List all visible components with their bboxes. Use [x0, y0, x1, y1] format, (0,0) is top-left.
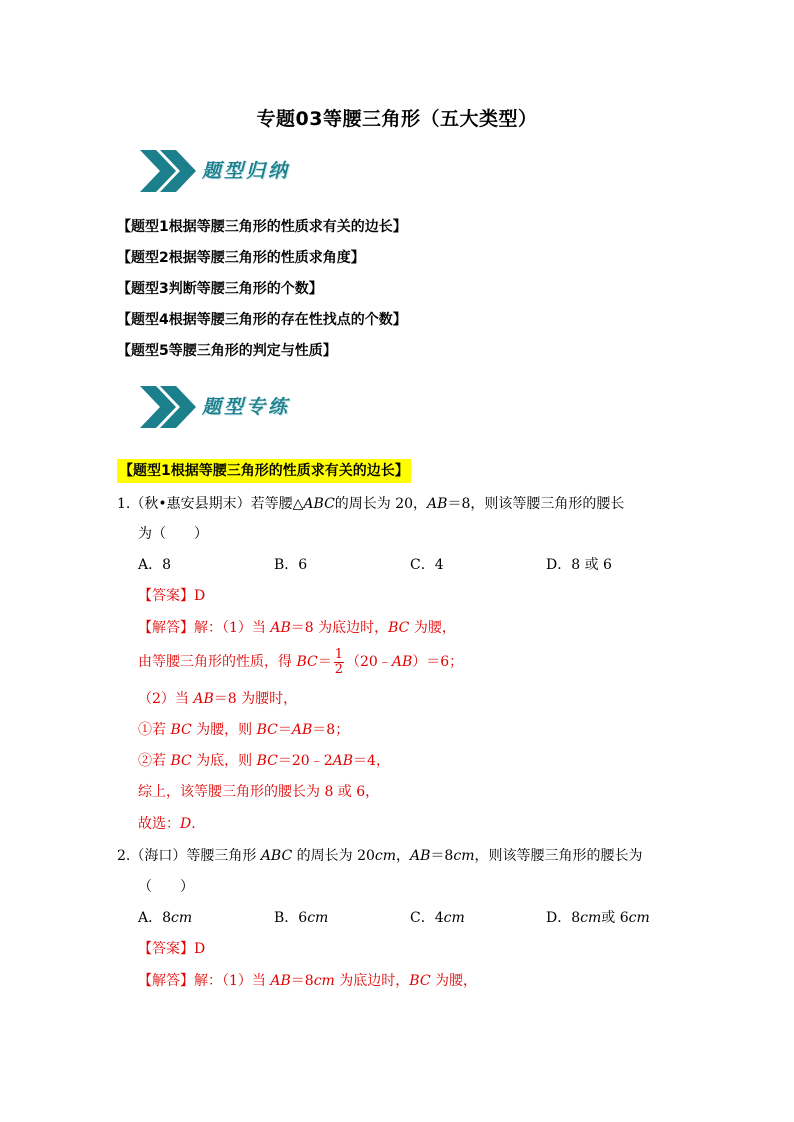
sol-text: 为腰， [430, 973, 477, 989]
var-ab: AB [270, 620, 291, 636]
var-abc: ABC [260, 848, 293, 864]
answer: 【答案】D [138, 941, 206, 957]
sol-text: 故选： [138, 816, 180, 832]
stem-text: 若等腰△ [250, 496, 304, 512]
section-banner-practice [138, 382, 358, 432]
option-a[interactable]: A．8 [138, 557, 172, 573]
unit-cm: cm [628, 910, 650, 926]
solution-line-3 [138, 689, 297, 709]
sol-text: ＝ [317, 654, 332, 670]
option-b[interactable]: B．6 [274, 557, 308, 573]
option-text: D．8 [546, 910, 581, 926]
sol-text: 由等腰三角形的性质，得 [138, 654, 297, 670]
sol-text: （2）当 [138, 691, 194, 707]
solution-line-6: 综上，该等腰三角形的腰长为 8 或 6， [138, 784, 380, 800]
answer: 【答案】D [138, 588, 206, 604]
var-bc: BC [256, 753, 278, 769]
page-title: 专题03等腰三角形（五大类型） [256, 108, 538, 130]
sol-text: ＝8 [290, 973, 314, 989]
toc-item-1[interactable]: 【题型1根据等腰三角形的性质求有关的边长】 [117, 219, 407, 235]
section-banner-summary [138, 146, 358, 196]
stem-text: 的周长为 20 [292, 848, 375, 864]
var-bc: BC [296, 654, 318, 670]
toc-item-3[interactable]: 【题型3判断等腰三角形的个数】 [117, 281, 323, 297]
sol-text: ＝8 为底边时， [290, 620, 389, 636]
toc-item-2[interactable]: 【题型2根据等腰三角形的性质求角度】 [117, 250, 365, 266]
var-ab: AB [332, 753, 354, 769]
option-a[interactable] [138, 908, 192, 928]
sol-text: 解：（1）当 [194, 620, 271, 636]
option-c[interactable]: C．4 [410, 557, 444, 573]
toc-item-5[interactable]: 【题型5等腰三角形的判定与性质】 [117, 343, 337, 359]
fraction-one-half [334, 648, 344, 677]
fraction-denominator: 2 [334, 661, 343, 677]
solution-label: 【解答】 [138, 973, 194, 989]
var-bc: BC [409, 973, 431, 989]
stem-text: ，则该等腰三角形的腰长为 [474, 848, 643, 864]
option-d[interactable]: D．8 或 6 [546, 557, 612, 573]
stem-text: 等腰三角形 [186, 848, 261, 864]
sol-text: ＝20﹣2 [277, 753, 333, 769]
sol-text: 解：（1）当 [194, 973, 271, 989]
question-number: 2. [117, 848, 131, 864]
solution-label: 【解答】 [138, 620, 194, 636]
option-c[interactable] [410, 908, 465, 928]
var-ab: AB [193, 691, 214, 707]
unit-cm: cm [307, 910, 329, 926]
sol-text: ＝4， [353, 753, 390, 769]
option-text: B．6 [274, 910, 308, 926]
var-ab: AB [391, 654, 413, 670]
sol-text: ）＝6； [412, 654, 464, 670]
sol-text: 为腰，则 [191, 722, 257, 738]
banner-label: 题型专练 [202, 396, 291, 418]
var-abc: ABC [303, 496, 335, 512]
stem-text: ， [396, 848, 411, 864]
option-text: A．8 [138, 910, 172, 926]
toc-item-4[interactable]: 【题型4根据等腰三角形的存在性找点的个数】 [117, 312, 407, 328]
solution-line-1 [138, 971, 477, 991]
double-chevron-icon [138, 382, 198, 432]
question-number: 1. [117, 496, 131, 512]
sol-text: 为底边时， [334, 973, 410, 989]
question-1-stem-cont: 为（ ） [138, 526, 208, 542]
unit-cm: cm [374, 848, 397, 864]
unit-cm: cm [313, 973, 335, 989]
var-ab: AB [291, 722, 313, 738]
sol-text: ＝8； [312, 722, 350, 738]
sol-text: ②若 [138, 753, 171, 769]
solution-line-7 [138, 814, 196, 834]
var-bc: BC [170, 753, 192, 769]
option-d[interactable] [546, 908, 650, 928]
solution-line-4 [138, 720, 349, 740]
fraction-numerator: 1 [334, 646, 343, 662]
section-heading: 【题型1根据等腰三角形的性质求有关的边长】 [117, 459, 411, 483]
var-bc: BC [256, 722, 278, 738]
unit-cm: cm [171, 910, 193, 926]
sol-text: . [191, 816, 196, 832]
unit-cm: cm [580, 910, 602, 926]
sol-text: ＝ [277, 722, 292, 738]
question-source: （秋•惠安县期末） [130, 496, 251, 512]
question-2-stem [117, 846, 642, 866]
sol-text: ①若 [138, 722, 171, 738]
sol-text: 为腰， [409, 620, 456, 636]
sol-text: （20﹣ [346, 654, 392, 670]
solution-line-2 [138, 646, 463, 678]
var-ab: AB [427, 496, 448, 512]
sol-text: ＝8 为腰时， [213, 691, 298, 707]
double-chevron-icon [138, 146, 198, 196]
question-1-stem [117, 494, 624, 514]
banner-label: 题型归纳 [202, 160, 291, 182]
var-ab: AB [410, 848, 431, 864]
option-b[interactable] [274, 908, 328, 928]
stem-text: 的周长为 20， [334, 496, 428, 512]
var-bc: BC [388, 620, 410, 636]
var-ab: AB [270, 973, 291, 989]
question-2-stem-cont: （ ） [138, 879, 194, 895]
option-text: 或 6 [601, 910, 629, 926]
solution-line-5 [138, 751, 390, 771]
answer-letter: D [180, 816, 192, 832]
stem-text: ＝8 [430, 848, 454, 864]
solution-line-1 [138, 618, 456, 638]
stem-text: ＝8，则该等腰三角形的腰长 [447, 496, 625, 512]
option-text: C．4 [410, 910, 444, 926]
question-source: （海口） [130, 848, 187, 864]
sol-text: 为底，则 [191, 753, 257, 769]
unit-cm: cm [443, 910, 465, 926]
unit-cm: cm [453, 848, 475, 864]
var-bc: BC [170, 722, 192, 738]
